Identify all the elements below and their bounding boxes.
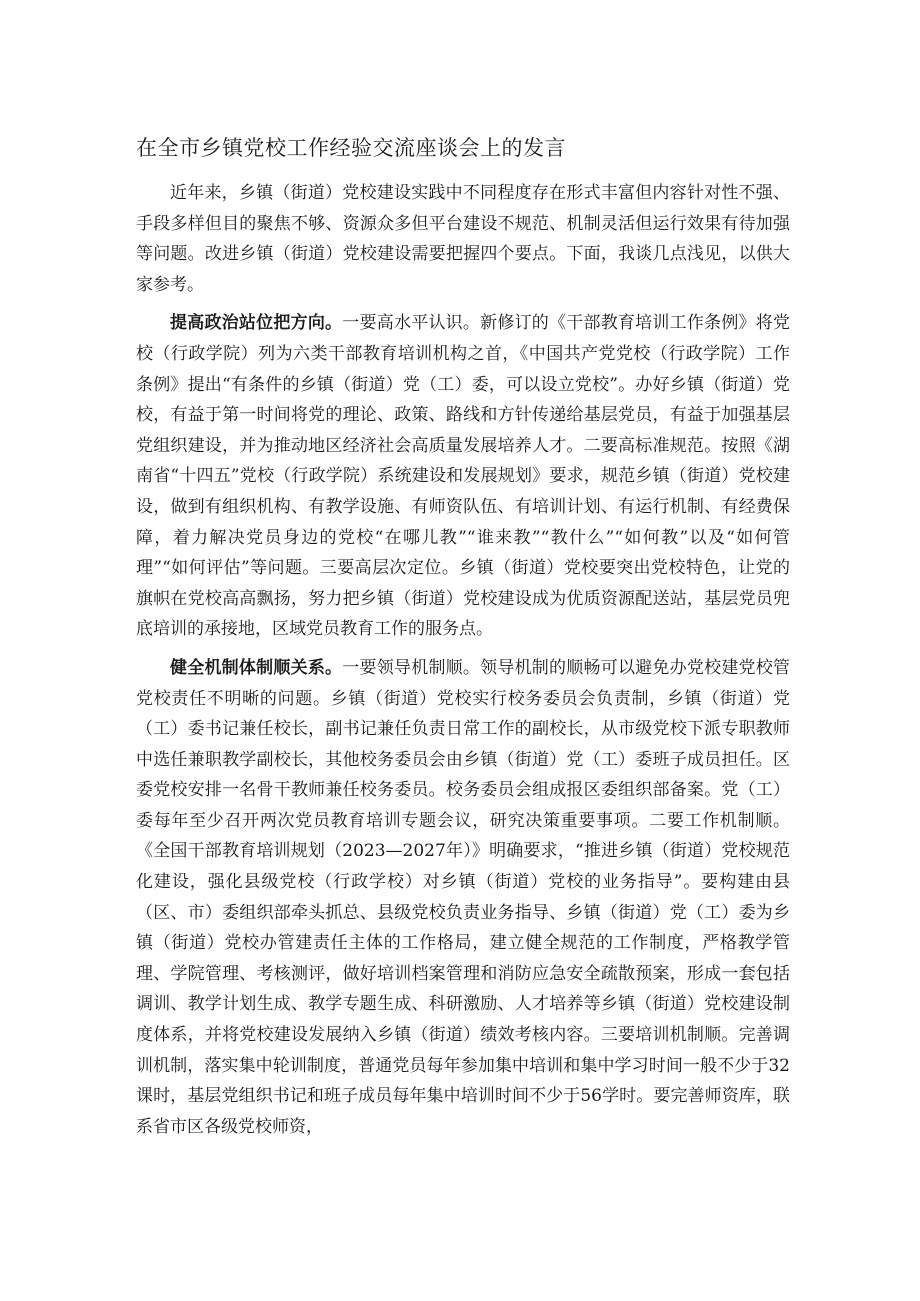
document-page	[136, 128, 790, 1150]
intro-paragraph: 近年来，乡镇（街道）党校建设实践中不同程度存在形式丰富但内容针对性不强、手段多样但目的聚焦不够、资源众多但平台建设不规范、机制灵活但运行效果有待加强等问题。改进乡镇（街道）党校建设需要把握四个要点。下面，我谈几点浅见，以供大家参考。	[136, 183, 790, 295]
document-title: 在全市乡镇党校工作经验交流座谈会上的发言	[136, 136, 566, 160]
section-heading: 提高政治站位把方向。	[170, 313, 343, 334]
section-body: 一要高水平认识。新修订的《干部教育培训工作条例》将党校（行政学院）列为六类干部教育培训机构之首，《中国共产党党校（行政学院）工作条例》提出“有条件的乡镇（街道）党（工）委，可以设立党校”。办好乡镇（街道）党校，有益于第一时间将党的理论、政策、路线和方针传递给基层党员，有益于加强基层党组织建设，并为推动地区经济社会高质量发展培养人才。二要高标准规范。按照《湖南省“十四五”党校（行政学院）系统建设和发展规划》要求，规范乡镇（街道）党校建设，做到有组织机构、有教学设施、有师资队伍、有培训计划、有运行机制、有经费保障，着力解决党员身边的党校“在哪儿教”“谁来教”“教什么”“如何教”以及“如何管理”“如何评估”等问题。三要高层次定位。乡镇（街道）党校要突出党校特色，让党的旗帜在党校高高飘扬，努力把乡镇（街道）党校建设成为优质资源配送站，基层党员兜底培训的承接地，区域党员教育工作的服务点。	[136, 313, 791, 640]
section-paragraph-mechanism	[136, 653, 790, 1143]
section-body: 一要领导机制顺。领导机制的顺畅可以避免办党校建党校管党校责任不明晰的问题。乡镇（街道）党校实行校务委员会负责制，乡镇（街道）党（工）委书记兼任校长，副书记兼任负责日常工作的副校长，从市级党校下派专职教师中选任兼职教学副校长，其他校务委员会由乡镇（街道）党（工）委班子成员担任。区委党校安排一名骨干教师兼任校务委员。校务委员会组成报区委组织部备案。党（工）委每年至少召开两次党员教育培训专题会议，研究决策重要事项。二要工作机制顺。《全国干部教育培训规划（2023—2027年）》明确要求，“推进乡镇（街道）党校规范化建设，强化县级党校（行政学校）对乡镇（街道）党校的业务指导”。要构建由县（区、市）委组织部牵头抓总、县级党校负责业务指导、乡镇（街道）党（工）委为乡镇（街道）党校办管建责任主体的工作格局，建立健全规范的工作制度，严格教学管理、学院管理、考核测评，做好培训档案管理和消防应急安全疏散预案，形成一套包括调训、教学计划生成、教学专题生成、科研激励、人才培养等乡镇（街道）党校建设制度体系，并将党校建设发展纳入乡镇（街道）绩效考核内容。三要培训机制顺。完善调训机制，落实集中轮训制度，普通党员每年参加集中培训和集中学习时间一般不少于32课时，基层党组织书记和班子成员每年集中培训时间不少于56学时。要完善师资库，联系省市区各级党校师资，	[136, 657, 791, 1137]
section-paragraph-political-stance	[136, 308, 790, 645]
section-heading: 健全机制体制顺关系。	[170, 657, 343, 678]
